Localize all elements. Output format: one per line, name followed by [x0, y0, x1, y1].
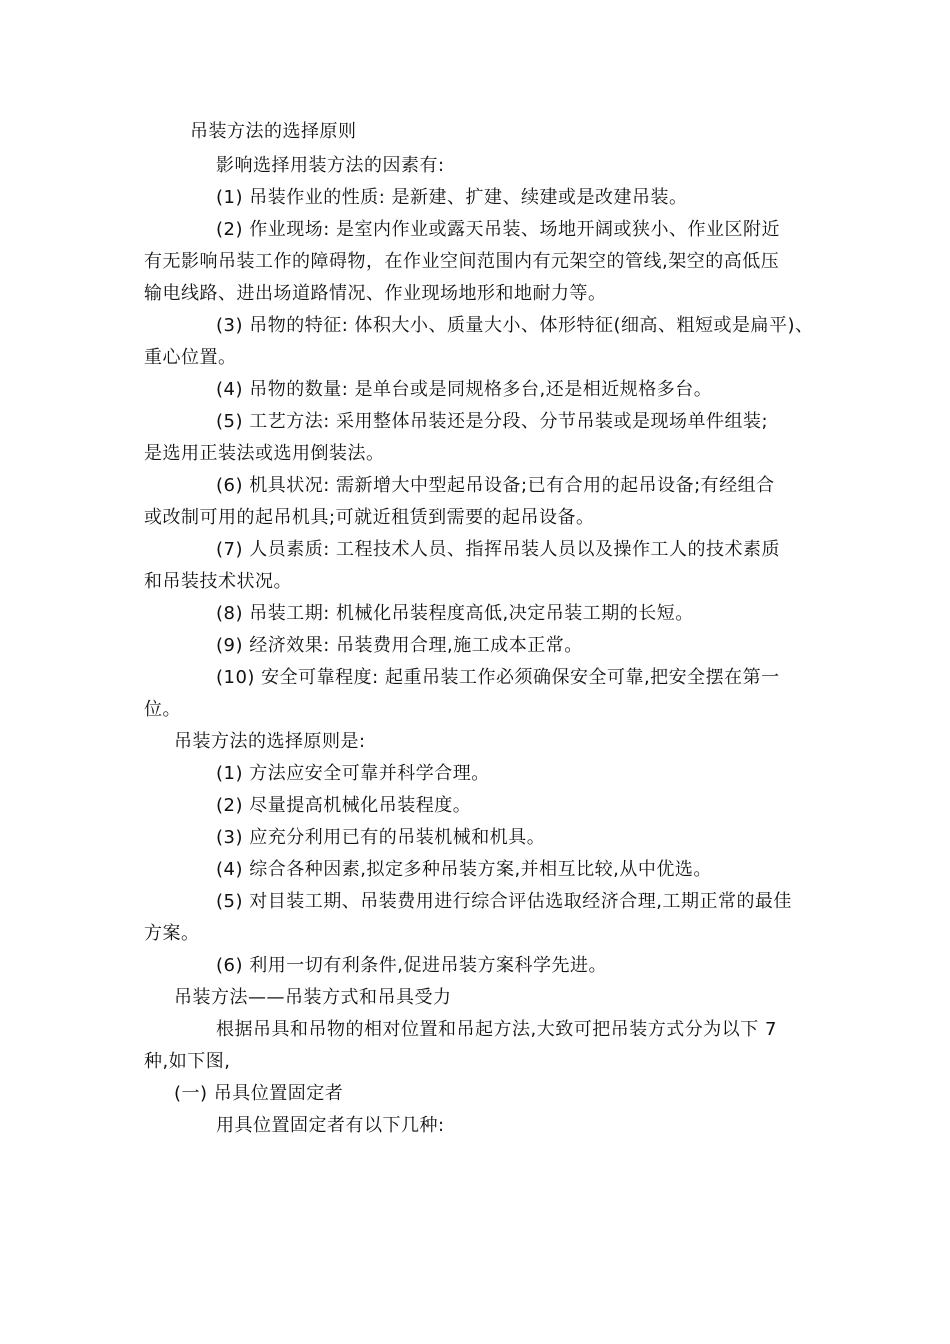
principle-item-1: (1) 方法应安全可靠并科学合理。 [216, 763, 490, 784]
list-item-10: (10) 安全可靠程度: 起重吊装工作必须确保安全可靠,把安全摆在第一 [216, 667, 780, 688]
list-item-1: (1) 吊装作业的性质: 是新建、扩建、续建或是改建吊装。 [216, 187, 688, 208]
list-item-3: (3) 吊物的特征: 体积大小、质量大小、体形特征(细高、粗短或是扁平)、 [216, 315, 814, 336]
list-item-3-cont: 重心位置。 [144, 347, 237, 368]
methods-paragraph: 根据吊具和吊物的相对位置和吊起方法,大致可把吊装方式分为以下 7 [216, 1019, 777, 1040]
principle-item-5: (5) 对目装工期、吊装费用进行综合评估选取经济合理,工期正常的最佳 [216, 891, 792, 912]
list-item-6: (6) 机具状况: 需新增大中型起吊设备;已有合用的起吊设备;有经组合 [216, 475, 775, 496]
principle-item-2: (2) 尽量提高机械化吊装程度。 [216, 795, 472, 816]
principles-heading: 吊装方法的选择原则是: [174, 731, 366, 752]
list-item-7-cont: 和吊装技术状况。 [144, 571, 292, 592]
methods-heading: 吊装方法——吊装方式和吊具受力 [174, 987, 452, 1008]
principle-item-6: (6) 利用一切有利条件,促进吊装方案科学先进。 [216, 955, 607, 976]
list-item-2-cont: 有无影响吊装工作的障碍物，在作业空间范围内有元架空的管线,架空的高低压 [144, 251, 780, 272]
section-heading: 吊装方法的选择原则 [190, 121, 357, 142]
list-item-5-cont: 是选用正装法或选用倒装法。 [144, 443, 385, 464]
paragraph-intro: 影响选择用装方法的因素有: [216, 155, 445, 176]
list-item-2: (2) 作业现场: 是室内作业或露天吊装、场地开阔或狭小、作业区附近 [216, 219, 781, 240]
list-item-6-cont: 或改制可用的起吊机具;可就近租赁到需要的起吊设备。 [144, 507, 595, 528]
list-item-7: (7) 人员素质: 工程技术人员、指挥吊装人员以及操作工人的技术素质 [216, 539, 781, 560]
subsection-heading: (一) 吊具位置固定者 [174, 1083, 344, 1104]
list-item-2-cont: 输电线路、进出场道路情况、作业现场地形和地耐力等。 [144, 283, 607, 304]
list-item-8: (8) 吊装工期: 机械化吊装程度高低,决定吊装工期的长短。 [216, 603, 694, 624]
subsection-intro: 用具位置固定者有以下几种: [216, 1115, 445, 1136]
principle-item-3: (3) 应充分利用已有的吊装机械和机具。 [216, 827, 546, 848]
principle-item-5-cont: 方案。 [144, 923, 200, 944]
methods-paragraph-cont: 种,如下图, [144, 1051, 231, 1072]
list-item-10-cont: 位。 [144, 699, 181, 720]
list-item-4: (4) 吊物的数量: 是单台或是同规格多台,还是相近规格多台。 [216, 379, 713, 400]
list-item-5: (5) 工艺方法: 采用整体吊装还是分段、分节吊装或是现场单件组装; [216, 411, 769, 432]
list-item-9: (9) 经济效果: 吊装费用合理,施工成本正常。 [216, 635, 583, 656]
principle-item-4: (4) 综合各种因素,拟定多种吊装方案,并相互比较,从中优选。 [216, 859, 712, 880]
